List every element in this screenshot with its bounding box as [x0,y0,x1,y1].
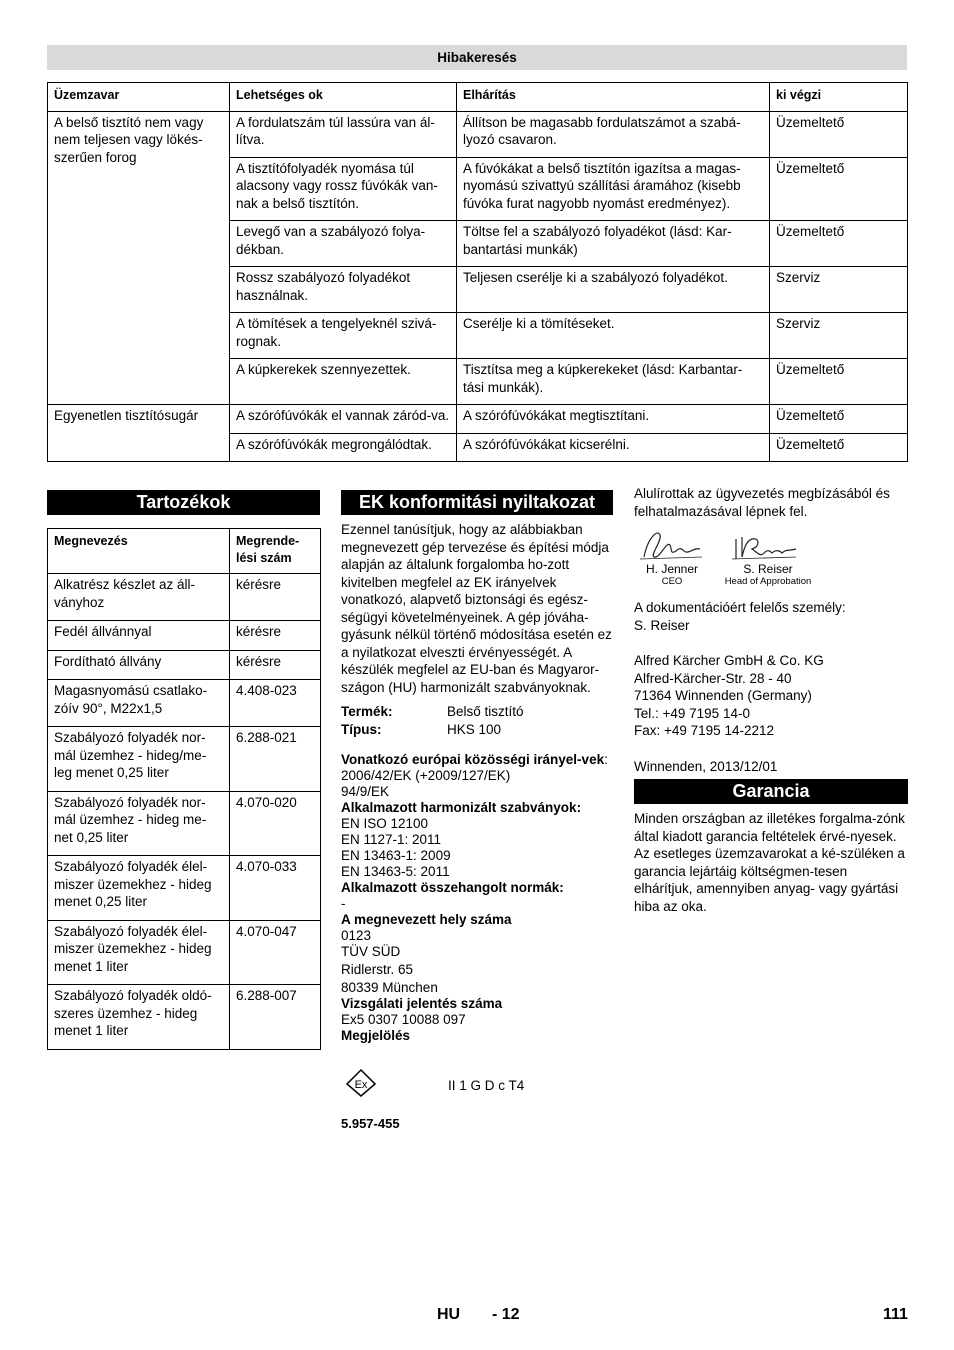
standard-item: EN 13463-5: 2011 [341,864,450,879]
directives-heading [341,752,613,768]
doc-responsible-label: A dokumentációért felelős személy: [634,600,846,615]
table-row [48,727,321,792]
signer-role-left: CEO [661,576,683,587]
order-number: 4.070-020 [230,791,321,856]
type-row [341,721,613,739]
accessory-name: Alkatrész készlet az áll-ványhoz [48,574,230,621]
remedy-cell: Töltse fel a szabályozó folyadékot (lásd: Kar-bantartási munkák) [457,221,770,267]
type-value: HKS 100 [447,721,502,737]
order-number: 4.070-047 [230,920,321,985]
signer-name-left: H. Jenner [645,562,699,576]
table-row [48,680,321,727]
directive-item: 94/9/EK [341,784,390,799]
type-label: Típus: [341,721,382,737]
notified-body-line: TÜV SÜD [341,944,401,959]
accessory-name: Szabályozó folyadék élel-miszer üzemekhez - hideg menet 0,25 liter [48,856,230,921]
accessory-name: Szabályozó folyadék nor-mál üzemhez - hideg/me-leg menet 0,25 liter [48,727,230,792]
order-number: 4.408-023 [230,680,321,727]
who-cell: Üzemeltető [770,433,908,462]
footer-language: HU [437,1306,461,1323]
remedy-cell: A szórófúvókákat megtisztítani. [457,405,770,434]
doc-responsible-name: S. Reiser [634,617,690,633]
signer-role-right: Head of Approbation [724,576,812,587]
cause-cell: A kúpkerekek szennyezettek. [230,359,457,405]
column-header: Megnevezés [48,529,230,574]
table-row [48,920,321,985]
table-row [48,985,321,1050]
table-row [48,574,321,621]
remedy-cell: Teljesen cserélje ki a szabályozó folyadékot. [457,267,770,313]
who-cell: Üzemeltető [770,157,908,221]
cause-cell: A tisztítófolyadék nyomása túl alacsony vagy rossz fúvókák van-nak a belső tisztítón. [230,157,457,221]
notified-body-line: Ridlerstr. 65 [341,962,414,977]
column-header: Üzemzavar [48,83,230,112]
signer-name-right: S. Reiser [743,562,793,576]
standard-item: EN ISO 12100 [341,816,429,831]
remedy-cell: Állítson be magasabb fordulatszámot a szabá-lyozó csavaron. [457,111,770,157]
address-line: Alfred Kärcher GmbH & Co. KG [634,653,824,668]
company-address [634,652,908,740]
norms-label: Alkalmazott összehangolt normák: [341,880,564,895]
accessories-table [47,528,321,1050]
directive-item: 2006/42/EK (+2009/127/EK) [341,768,511,783]
accessory-name: Szabályozó folyadék oldó-szeres üzemhez - hideg menet 1 liter [48,985,230,1050]
accessory-name: Fordítható állvány [48,650,230,680]
cause-cell: A fordulatszám túl lassúra van ál-lítva. [230,111,457,157]
table-row [48,856,321,921]
ek-body [341,521,613,1044]
cause-cell: A szórófúvókák megrongálódtak. [230,433,457,462]
warranty-title: Garancia [634,779,908,804]
directives-colon: : [604,752,608,767]
who-cell: Üzemeltető [770,111,908,157]
who-cell: Üzemeltető [770,359,908,405]
ek-title: EK konformitási nyiltakozat [341,490,613,515]
cause-cell: A tömítések a tengelyeknél szivá-rognak. [230,313,457,359]
product-value: Belső tisztító [447,704,524,719]
remedy-cell: A szórófúvókákat kicserélni. [457,433,770,462]
signature-block [634,527,814,589]
ex-symbol-text: Ex [354,1079,368,1091]
address-line: Fax: +49 7195 14-2212 [634,723,774,738]
table-header-row [48,529,321,574]
cause-cell: Rossz szabályozó folyadékot használnak. [230,267,457,313]
footer-page-number: 111 [883,1306,908,1323]
accessory-name: Magasnyomású csatlako-zóív 90°, M22x1,5 [48,680,230,727]
remedy-cell: A fúvókákat a belső tisztítón igazítsa a magas-nyomású szivattyú szállítási áramához (kisebb fúvóka furat nagyobb nyomást eredményez). [457,157,770,221]
order-number: 6.288-007 [230,985,321,1050]
table-header-row [48,83,908,112]
table-row [48,650,321,680]
standards-label: Alkalmazott harmonizált szabványok: [341,800,582,815]
remedy-cell: Cserélje ki a tömítéseket. [457,313,770,359]
accessories-title: Tartozékok [47,490,320,515]
fault-cell: Egyenetlen tisztítósugár [48,405,230,462]
who-cell: Üzemeltető [770,405,908,434]
product-label: Termék: [341,704,393,719]
signature-jenner-icon [636,527,706,563]
table-row [48,621,321,651]
notified-body-line: 80339 München [341,980,438,995]
address-line: 71364 Winnenden (Germany) [634,688,812,703]
test-report-value: Ex5 0307 10088 097 [341,1012,466,1027]
ex-marking-icon [345,1068,377,1098]
accessory-name: Szabályozó folyadék nor-mál üzemhez - hideg me-net 0,25 liter [48,791,230,856]
troubleshooting-title: Hibakeresés [47,45,907,70]
ek-intro: Ezennel tanúsítjuk, hogy az alábbiakban megnevezett gép tervezése és építési módja alapján az általunk forgalomba ho-zott kivitelben megfelel az EK irányelvek vonatkozó, alapvető biztonsági és egész-ségügyi követelményeinek. A gép jóváha-gyásunk nélkül történő módosítása esetén ez a nyilatkozat elveszti érvényességét. A készülék megfelel az EU-ban és Magyaror-szágon (HU) harmonizált szabványoknak. [341,522,612,695]
signature-reiser-icon [730,529,800,563]
column-header: Elhárítás [457,83,770,112]
marking-value: II 1 G D c T4 [448,1078,525,1093]
order-number: 6.288-021 [230,727,321,792]
norms-value: - [341,896,346,911]
standard-item: EN 1127-1: 2011 [341,832,442,847]
cause-cell: A szórófúvókák el vannak záród-va. [230,405,457,434]
test-report-label: Vizsgálati jelentés száma [341,996,503,1011]
product-row [341,703,613,721]
column-header: Megrende-lési szám [230,529,321,574]
who-cell: Üzemeltető [770,221,908,267]
marking-label: Megjelölés [341,1028,411,1043]
doc-responsible [634,599,908,634]
who-cell: Szerviz [770,313,908,359]
remedy-cell: Tisztítsa meg a kúpkerekeket (lásd: Karbantar-tási munkák). [457,359,770,405]
troubleshooting-table [47,82,908,462]
standard-item: EN 13463-1: 2009 [341,848,451,863]
column-header: ki végzi [770,83,908,112]
accessory-name: Szabályozó folyadék élel-miszer üzemekhez - hideg menet 1 liter [48,920,230,985]
table-row [48,405,908,434]
address-line: Alfred-Kärcher-Str. 28 - 40 [634,670,792,686]
table-row [48,791,321,856]
who-cell: Szerviz [770,267,908,313]
order-number: 4.070-033 [230,856,321,921]
table-row [48,111,908,157]
notified-body-line: 0123 [341,928,372,943]
fault-cell: A belső tisztító nem vagy nem teljesen vagy lökés-szerűen forog [48,111,230,405]
accessory-name: Fedél állvánnyal [48,621,230,651]
directives-label: Vonatkozó európai közösségi irányel-vek [341,752,605,767]
footer-local-page: - 12 [492,1306,520,1323]
address-line: Tel.: +49 7195 14-0 [634,705,750,721]
cause-cell: Levegő van a szabályozó folya-dékban. [230,221,457,267]
signatory-intro: Alulírottak az ügyvezetés megbízásából és felhatalmazásával lépnek fel. [634,486,890,519]
place-date: Winnenden, 2013/12/01 [634,759,778,774]
column-header: Lehetséges ok [230,83,457,112]
order-number: kérésre [230,574,321,621]
document-number: 5.957-455 [341,1116,400,1131]
warranty-text: Minden országban az illetékes forgalma-zónk által kiadott garancia feltételek érvé-nyesek. Az esetleges üzemzavarokat a ké-szüléken a garancia lejártáig költségmen-tesen elhárítjuk, amennyiben anyag- vagy gyártási hiba az oka. [634,811,905,914]
order-number: kérésre [230,650,321,680]
notified-body-label: A megnevezett hely száma [341,912,512,927]
order-number: kérésre [230,621,321,651]
